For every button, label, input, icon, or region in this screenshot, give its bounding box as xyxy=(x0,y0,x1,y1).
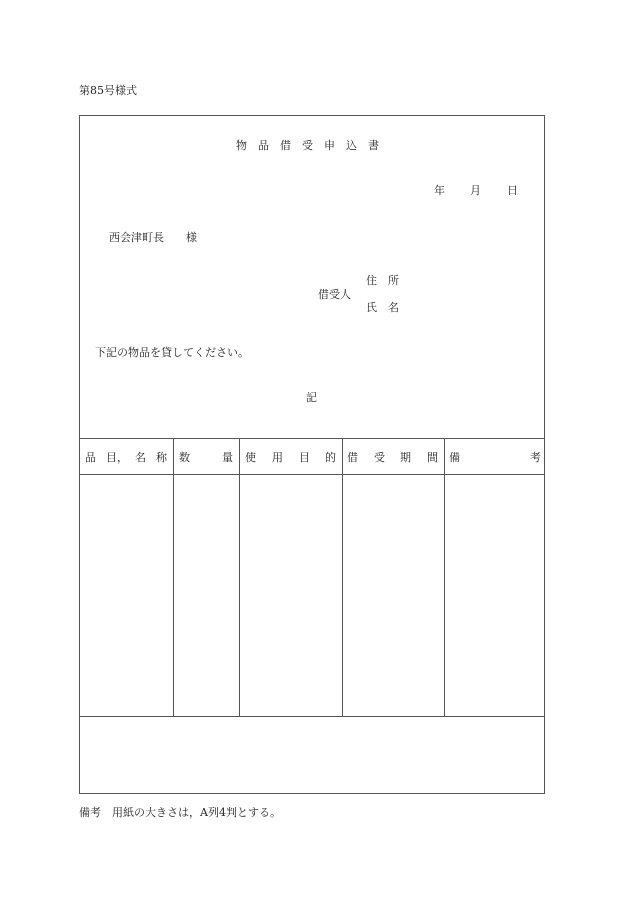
header-purpose-3: 目 xyxy=(299,451,310,464)
date-year: 年 xyxy=(434,184,445,197)
header-quantity-2: 量 xyxy=(222,451,233,464)
form-box xyxy=(79,115,545,794)
date-month: 月 xyxy=(470,184,481,197)
header-remarks-1: 備 xyxy=(449,451,460,464)
header-bottom-rule xyxy=(80,474,544,475)
column-divider-1 xyxy=(173,438,174,716)
column-divider-4 xyxy=(444,438,445,716)
column-divider-3 xyxy=(342,438,343,716)
name-label: 氏名 xyxy=(366,301,410,314)
header-top-rule xyxy=(80,438,544,439)
header-quantity-1: 数 xyxy=(179,451,190,464)
date-line xyxy=(434,182,518,198)
request-text: 下記の物品を貸してください。 xyxy=(95,346,249,359)
header-period-1: 借 xyxy=(347,451,358,464)
column-divider-2 xyxy=(239,438,240,716)
header-item-name-4: 称 xyxy=(156,451,167,464)
addressee-suffix: 様 xyxy=(186,231,197,244)
borrower-label: 借受人 xyxy=(318,288,351,301)
header-item-name-2: 目， xyxy=(106,451,128,464)
addressee-name: 西会津町長 xyxy=(109,231,164,244)
footnote: 備考 用紙の大きさは，A列4判とする。 xyxy=(79,806,281,819)
table-bottom-rule xyxy=(80,716,544,717)
header-item-name-3: 名 xyxy=(135,451,146,464)
header-period-3: 期 xyxy=(400,451,411,464)
ki-label: 記 xyxy=(306,391,317,404)
header-item-name-1: 品 xyxy=(85,451,96,464)
header-period-2: 受 xyxy=(374,451,385,464)
form-number: 第85号様式 xyxy=(79,84,137,97)
date-day: 日 xyxy=(507,184,518,197)
header-purpose-2: 用 xyxy=(272,451,283,464)
address-label: 住所 xyxy=(366,274,410,287)
header-remarks-2: 考 xyxy=(530,451,541,464)
header-purpose-4: 的 xyxy=(325,451,336,464)
document-title: 物品借受申込書 xyxy=(236,139,390,152)
header-period-4: 間 xyxy=(427,451,438,464)
header-purpose-1: 使 xyxy=(245,451,256,464)
addressee xyxy=(109,229,197,245)
